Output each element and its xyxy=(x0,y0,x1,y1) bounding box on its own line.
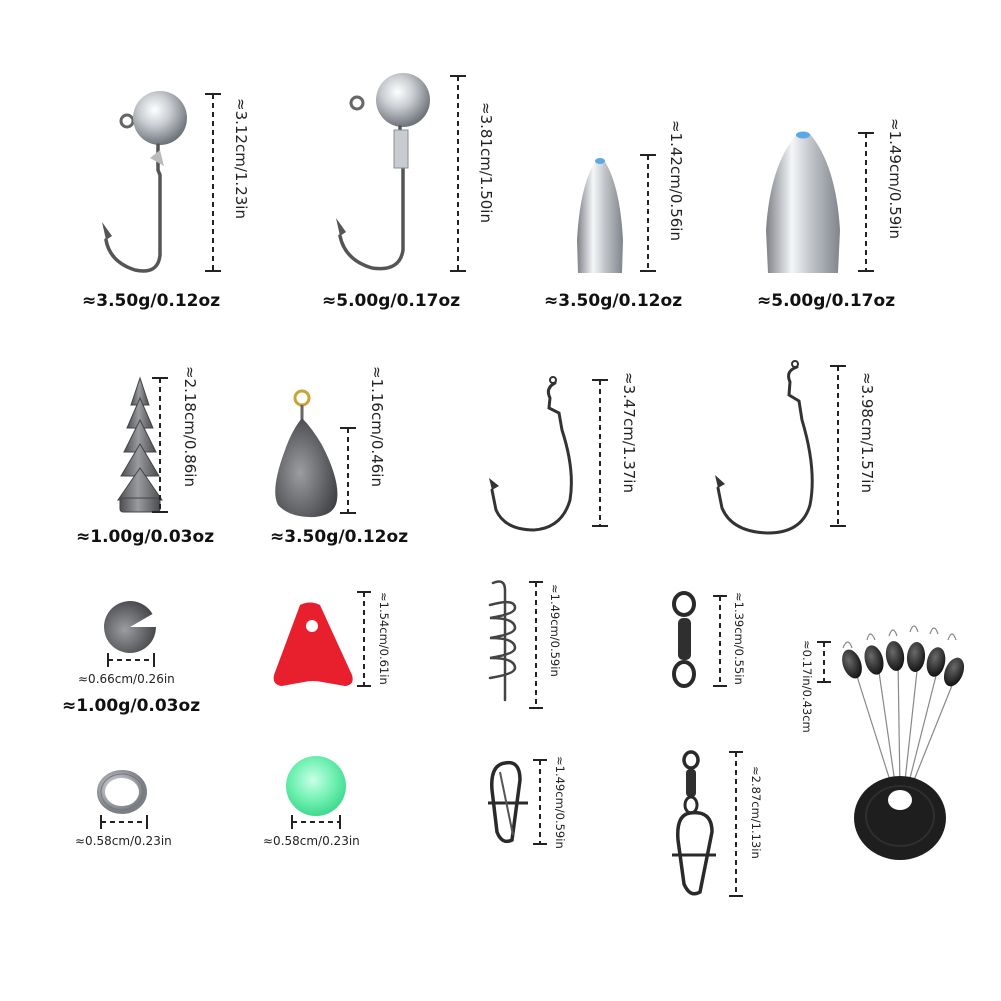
jighead-large-icon xyxy=(336,73,430,269)
tree-sinker xyxy=(76,366,214,547)
glow-bead-icon xyxy=(286,756,346,816)
teardrop-sinker-height: ≈1.16cm/0.46in xyxy=(368,366,386,487)
spring-lock-height: ≈1.49cm/0.59in xyxy=(548,584,562,677)
rolling-swivel xyxy=(674,592,746,686)
spring-lock-icon xyxy=(490,582,515,700)
snap-swivel-height: ≈2.87cm/1.13in xyxy=(749,766,763,859)
bobber-stops-height: ≈0.17in/0.43cm xyxy=(800,640,814,733)
teardrop-sinker-icon xyxy=(275,391,337,517)
triangle-float-icon xyxy=(274,603,353,687)
bullet-weight-large xyxy=(757,118,904,311)
spring-lock xyxy=(490,582,562,708)
split-shot-width: ≈0.66cm/0.26in xyxy=(78,672,175,686)
split-shot xyxy=(62,601,200,716)
split-ring-icon xyxy=(101,774,143,810)
jighead-large xyxy=(322,73,495,311)
bullet-small-icon xyxy=(577,158,623,273)
snap-icon xyxy=(488,763,528,842)
jighead-small-icon xyxy=(102,91,187,271)
jighead-small-weight: ≈3.50g/0.12oz xyxy=(82,291,221,311)
split-shot-icon xyxy=(104,601,157,653)
glow-bead-width: ≈0.58cm/0.23in xyxy=(263,834,360,848)
snap-height: ≈1.49cm/0.59in xyxy=(553,756,567,849)
rolling-swivel-icon xyxy=(674,593,694,686)
bullet-small-weight: ≈3.50g/0.12oz xyxy=(544,291,683,311)
teardrop-sinker-weight: ≈3.50g/0.12oz xyxy=(270,527,409,547)
jighead-large-height: ≈3.81cm/1.50in xyxy=(477,102,495,223)
split-shot-weight: ≈1.00g/0.03oz xyxy=(62,696,201,716)
bullet-large-icon xyxy=(766,132,840,274)
offset-hook-large xyxy=(715,361,876,533)
offset-hook-large-icon xyxy=(715,361,812,533)
snap xyxy=(488,756,567,849)
bullet-weight-small xyxy=(544,120,685,311)
tree-sinker-icon xyxy=(118,378,162,512)
jighead-large-weight: ≈5.00g/0.17oz xyxy=(322,291,461,311)
bobber-stops xyxy=(800,626,968,860)
triangle-float xyxy=(274,592,391,686)
jighead-small xyxy=(82,91,250,311)
offset-hook-small-height: ≈3.47cm/1.37in xyxy=(620,372,638,493)
split-ring xyxy=(75,774,172,848)
offset-hook-small-icon xyxy=(489,377,571,530)
snap-swivel-icon xyxy=(672,752,716,894)
teardrop-sinker xyxy=(270,366,408,547)
bullet-small-height: ≈1.42cm/0.56in xyxy=(667,120,685,241)
tree-sinker-height: ≈2.18cm/0.86in xyxy=(181,366,199,487)
tree-sinker-weight: ≈1.00g/0.03oz xyxy=(76,527,215,547)
rolling-swivel-height: ≈1.39cm/0.55in xyxy=(732,592,746,685)
jighead-small-height: ≈3.12cm/1.23in xyxy=(232,98,250,219)
snap-swivel xyxy=(672,752,763,896)
offset-hook-large-height: ≈3.98cm/1.57in xyxy=(858,372,876,493)
bullet-large-height: ≈1.49cm/0.59in xyxy=(886,118,904,239)
triangle-float-height: ≈1.54cm/0.61in xyxy=(377,592,391,685)
bullet-large-weight: ≈5.00g/0.17oz xyxy=(757,291,896,311)
split-ring-width: ≈0.58cm/0.23in xyxy=(75,834,172,848)
offset-hook-small xyxy=(489,372,638,530)
glow-bead xyxy=(263,756,360,848)
bobber-stops-icon xyxy=(838,626,968,860)
